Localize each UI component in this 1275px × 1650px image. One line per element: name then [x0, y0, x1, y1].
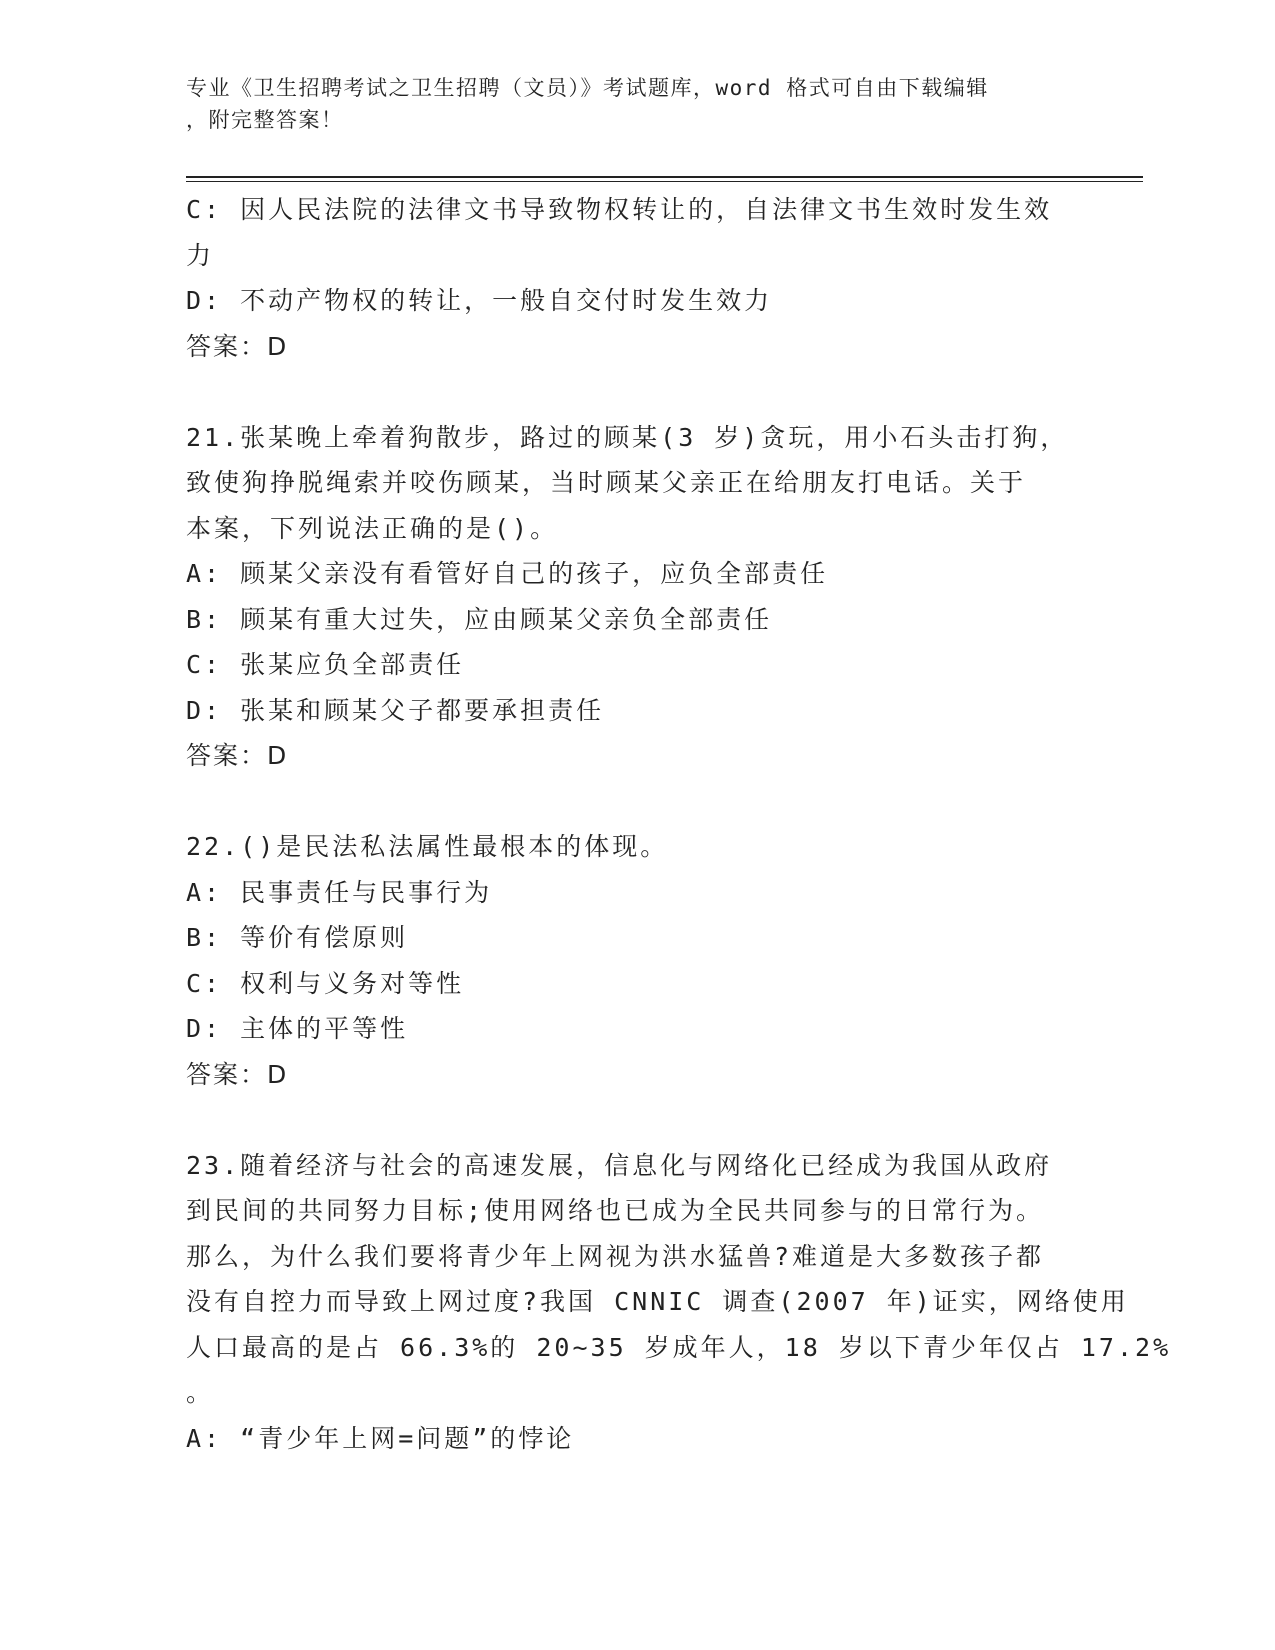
header-line-2: ，附完整答案！ — [186, 108, 344, 132]
question-stem-line-4: 没有自控力而导致上网过度?我国 CNNIC 调查(2007 年)证实，网络使用 — [186, 1287, 1129, 1316]
question-stem: 22.()是民法私法属性最根本的体现。 — [186, 832, 669, 861]
answer-line: 答案：D — [186, 741, 289, 770]
option-a: A: 民事责任与民事行为 — [186, 877, 493, 907]
option-c: C: 张某应负全部责任 — [186, 650, 465, 679]
question-content — [186, 187, 1172, 1461]
question-stem-line-5: 人口最高的是占 66.3%的 20~35 岁成年人，18 岁以下青少年仅占 17.2% — [186, 1332, 1172, 1362]
question-20-tail — [186, 187, 1086, 369]
question-21 — [186, 415, 1086, 779]
question-stem-line-1: 23.随着经济与社会的高速发展，信息化与网络化已经成为我国从政府 — [186, 1150, 1053, 1180]
question-stem-line-3: 本案，下列说法正确的是()。 — [186, 513, 559, 543]
question-stem-line-2: 到民间的共同努力目标;使用网络也已成为全民共同参与的日常行为。 — [186, 1196, 1045, 1225]
question-23 — [186, 1143, 1172, 1462]
question-stem-line-6: 。 — [186, 1378, 215, 1407]
option-c-line-1: C: 因人民法院的法律文书导致物权转让的，自法律文书生效时发生效 — [186, 195, 1053, 224]
question-stem-line-1: 21.张某晚上牵着狗散步，路过的顾某(3 岁)贪玩，用小石头击打狗， — [186, 422, 1069, 452]
question-spacer — [186, 1097, 1086, 1143]
option-c: C: 权利与义务对等性 — [186, 968, 465, 998]
answer-line: 答案：D — [186, 331, 289, 361]
option-a: A: “青少年上网=问题”的悖论 — [186, 1423, 575, 1453]
option-a: A: 顾某父亲没有看管好自己的孩子，应负全部责任 — [186, 559, 829, 588]
answer-line: 答案：D — [186, 1059, 289, 1089]
question-stem-line-3: 那么，为什么我们要将青少年上网视为洪水猛兽?难道是大多数孩子都 — [186, 1241, 1045, 1271]
question-stem-line-2: 致使狗挣脱绳索并咬伤顾某，当时顾某父亲正在给朋友打电话。关于 — [186, 468, 1027, 497]
question-22 — [186, 824, 1086, 1097]
document-header — [186, 72, 1086, 136]
question-spacer — [186, 369, 1086, 415]
option-d: D: 主体的平等性 — [186, 1014, 409, 1043]
option-d: D: 张某和顾某父子都要承担责任 — [186, 695, 605, 725]
question-spacer — [186, 779, 1086, 825]
option-d: D: 不动产物权的转让，一般自交付时发生效力 — [186, 286, 773, 315]
option-b: B: 等价有偿原则 — [186, 923, 409, 952]
header-divider — [186, 176, 1143, 182]
header-line-1: 专业《卫生招聘考试之卫生招聘（文员）》考试题库，word 格式可自由下载编辑 — [186, 76, 989, 100]
option-c-line-2: 力 — [186, 240, 215, 270]
option-b: B: 顾某有重大过失，应由顾某父亲负全部责任 — [186, 604, 773, 634]
